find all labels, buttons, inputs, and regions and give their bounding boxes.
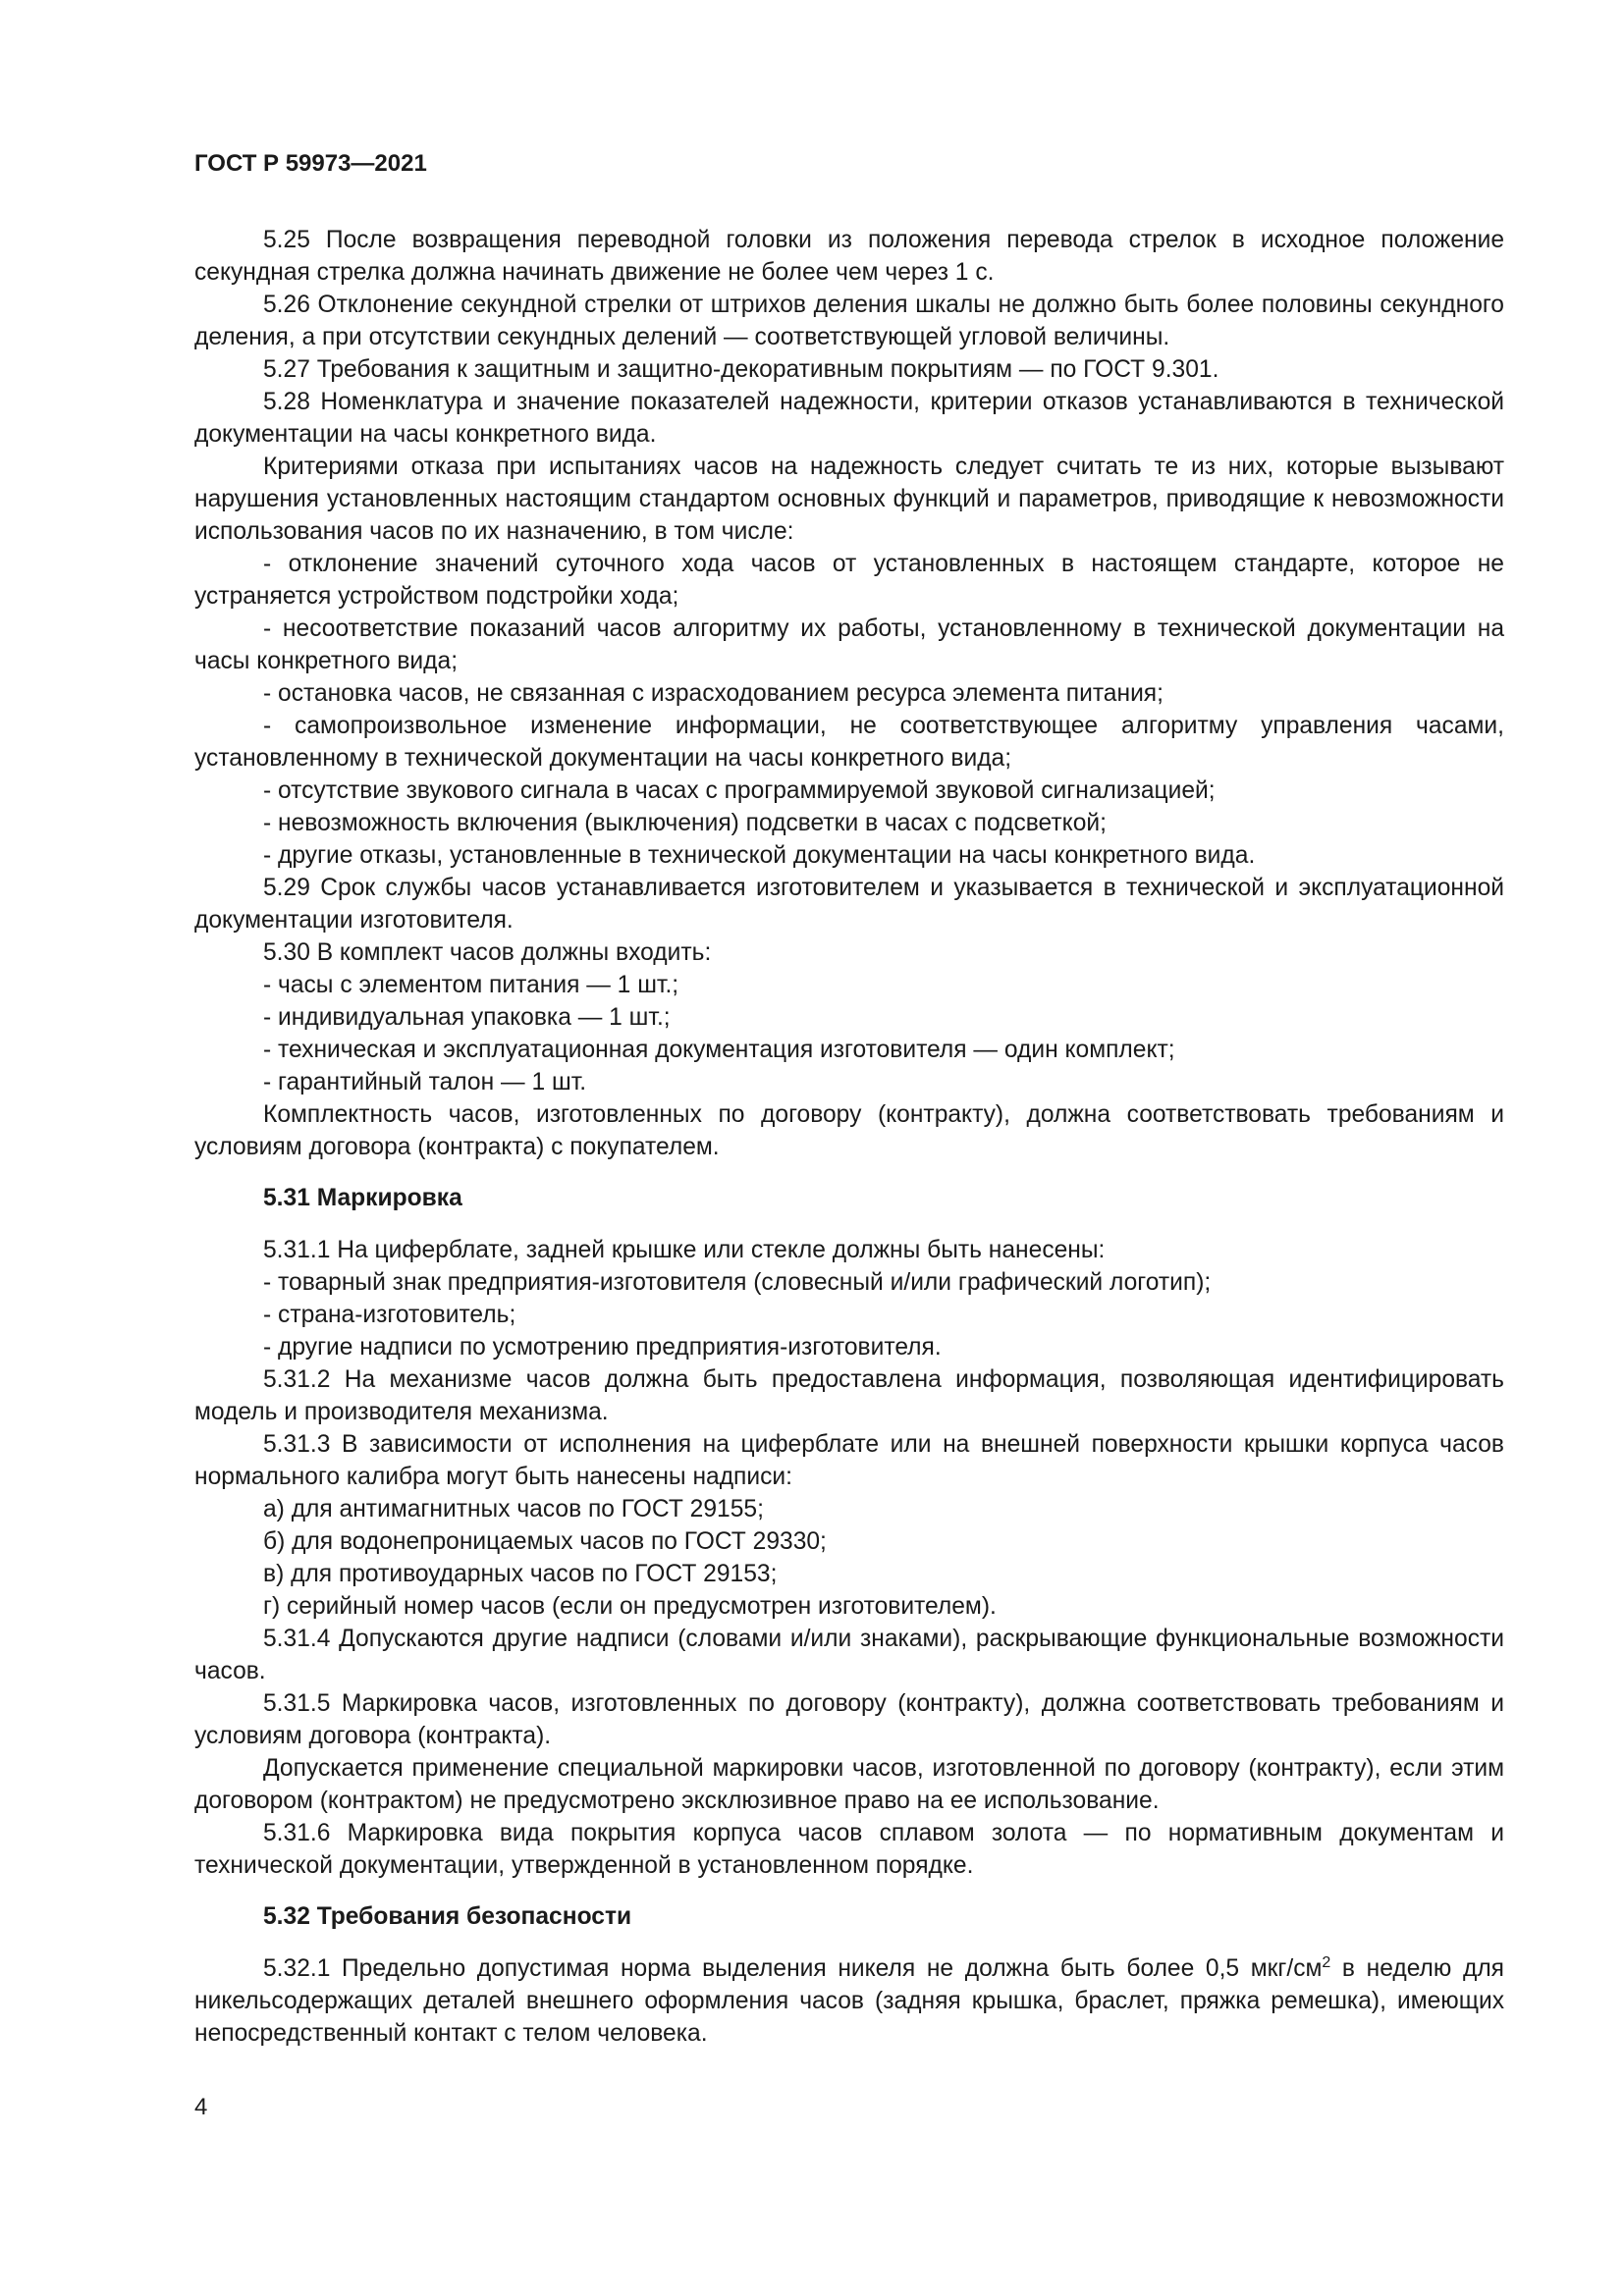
kit-item: - индивидуальная упаковка — 1 шт.; [263,1004,671,1031]
failure-item: - несоответствие показаний часов алгоритму их работы, установленному в технической документации на часы конкретного вида; [194,615,1504,674]
page-number: 4 [194,2094,208,2120]
clause-5-31-2: 5.31.2 На механизме часов должна быть предоставлена информация, позволяющая идентифицировать модель и производителя механизма. [194,1366,1504,1425]
clause-5-32-1-text-end: в неделю для никельсодержащих деталей внешнего оформления часов (задняя крышка, браслет, пряжка ремешка), имеющих непосредственный контакт с телом человека. [194,1955,1504,2047]
document-body [194,224,1504,2050]
special-marking-paragraph: Допускается применение специальной маркировки часов, изготовленной по договору (контракту), если этим договором (контрактом) не предусмотрено эксклюзивное право на ее использование. [194,1755,1504,1814]
failure-item: - другие отказы, установленные в технической документации на часы конкретного вида. [263,842,1256,869]
kit-item: - гарантийный талон — 1 шт. [263,1069,587,1095]
failure-item: - отклонение значений суточного хода часов от установленных в настоящем стандарте, которое не устраняется устройством подстройки хода; [194,551,1504,610]
clause-5-31-5: 5.31.5 Маркировка часов, изготовленных по договору (контракту), должна соответствовать требованиям и условиям договора (контракта). [194,1690,1504,1749]
clause-5-27: 5.27 Требования к защитным и защитно-декоративным покрытиям — по ГОСТ 9.301. [263,356,1219,383]
clause-5-29: 5.29 Срок службы часов устанавливается изготовителем и указывается в технической и эксплуатационной документации изготовителя. [194,875,1504,934]
completeness-paragraph: Комплектность часов, изготовленных по договору (контракту), должна соответствовать требованиям и условиям договора (контракта) с покупателем. [194,1101,1504,1160]
kit-item: - техническая и эксплуатационная документация изготовителя — один комплект; [263,1037,1175,1063]
kit-item: - часы с элементом питания — 1 шт.; [263,972,679,998]
clause-5-26: 5.26 Отклонение секундной стрелки от штрихов деления шкалы не должно быть более половины секундного деления, а при отсутствии секундных делений — соответствующей угловой величины. [194,292,1504,350]
inscription-item: г) серийный номер часов (если он предусмотрен изготовителем). [263,1593,997,1620]
failure-item: - самопроизвольное изменение информации, не соответствующее алгоритму управления часами, установленному в технической документации на часы конкретного вида; [194,713,1504,772]
inscription-item: в) для противоударных часов по ГОСТ 29153; [263,1561,778,1587]
clause-5-32-1 [194,1952,1504,2050]
marking-item: - другие надписи по усмотрению предприятия-изготовителя. [263,1334,942,1361]
failure-item: - отсутствие звукового сигнала в часах с программируемой звуковой сигнализацией; [263,777,1216,804]
clause-5-30: 5.30 В комплект часов должны входить: [263,939,712,966]
clause-5-32-1-text-start: 5.32.1 Предельно допустимая норма выделения никеля не должна быть более 0,5 мкг/см [263,1955,1323,1982]
clause-5-31-3: 5.31.3 В зависимости от исполнения на циферблате или на внешней поверхности крышки корпуса часов нормального калибра могут быть нанесены надписи: [194,1431,1504,1490]
failure-item: - остановка часов, не связанная с израсходованием ресурса элемента питания; [263,680,1164,707]
failure-item: - невозможность включения (выключения) подсветки в часах с подсветкой; [263,810,1107,836]
clause-5-25: 5.25 После возвращения переводной головки из положения перевода стрелок в исходное положение секундная стрелка должна начинать движение не более чем через 1 с. [194,227,1504,286]
marking-item: - товарный знак предприятия-изготовителя (словесный и/или графический логотип); [263,1269,1212,1296]
superscript-2: 2 [1322,1953,1331,1971]
section-heading-5-31: 5.31 Маркировка [263,1185,462,1211]
inscription-item: б) для водонепроницаемых часов по ГОСТ 29330; [263,1528,827,1555]
clause-5-28: 5.28 Номенклатура и значение показателей надежности, критерии отказов устанавливаются в технической документации на часы конкретного вида. [194,389,1504,448]
inscription-item: а) для антимагнитных часов по ГОСТ 29155; [263,1496,764,1522]
document-header: ГОСТ Р 59973—2021 [194,150,427,177]
clause-5-31-6: 5.31.6 Маркировка вида покрытия корпуса часов сплавом золота — по нормативным документам и технической документации, утвержденной в установленном порядке. [194,1820,1504,1879]
marking-item: - страна-изготовитель; [263,1302,516,1328]
failure-criteria-intro: Критериями отказа при испытаниях часов на надежность следует считать те из них, которые вызывают нарушения установленных настоящим стандартом основных функций и параметров, приводящие к невозможности использования часов по их назначению, в том числе: [194,454,1504,545]
section-heading-5-32: 5.32 Требования безопасности [263,1903,632,1930]
clause-5-31-1: 5.31.1 На циферблате, задней крышке или стекле должны быть нанесены: [263,1237,1106,1263]
clause-5-31-4: 5.31.4 Допускаются другие надписи (словами и/или знаками), раскрывающие функциональные возможности часов. [194,1626,1504,1684]
